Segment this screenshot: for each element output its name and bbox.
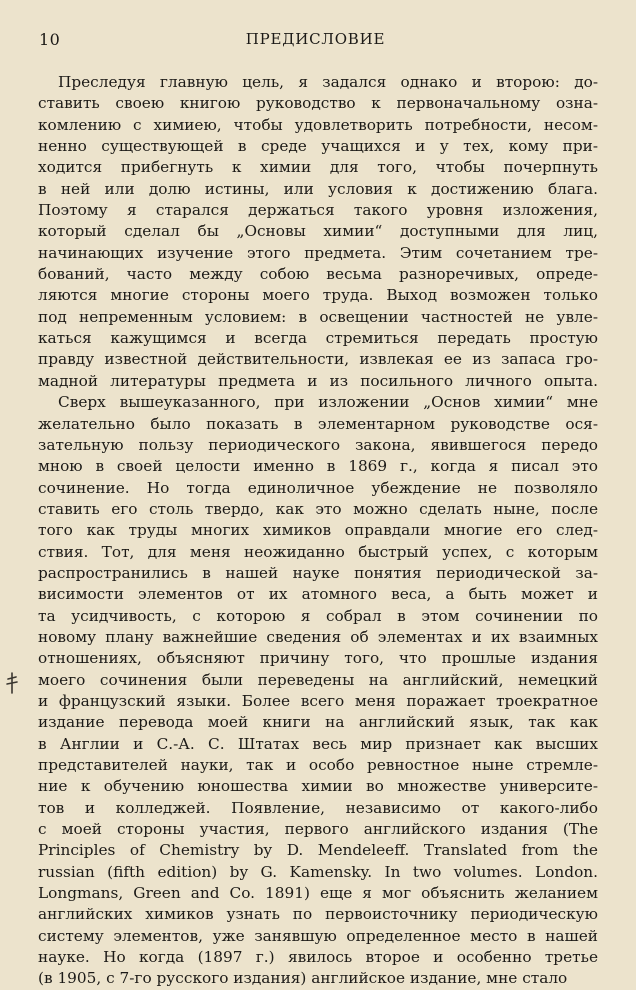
- text-line: мадной литературы предмета и из посильного личного опыта.: [38, 371, 598, 390]
- text-line: издание перевода моей книги на английский язык, так как: [38, 713, 598, 732]
- text-line: та усидчивость, с которою я собрал в этом сочинении по: [38, 606, 598, 625]
- text-line: (в 1905, с 7-го русского издания) английское издание, мне стало: [38, 969, 568, 988]
- text-line: и французский языки. Более всего меня поражает троекратное: [38, 691, 598, 710]
- text-line: мною в своей целости именно в 1869 г., когда я писал это: [38, 457, 598, 476]
- paragraph-1: [38, 72, 598, 392]
- text-line: висимости элементов от их атомного веса, а быть может и: [38, 585, 598, 604]
- text-line: ставить его столь твердо, как это можно сделать ныне, после: [38, 499, 598, 518]
- text-line: Преследуя главную цель, я задался однако и второю: до-: [58, 73, 598, 91]
- text-line: начинающих изучение этого предмета. Этим сочетанием тре-: [38, 243, 598, 262]
- text-line: Longmans, Green and Co. 1891) еще я мог объяснить желанием: [38, 884, 598, 903]
- text-line: каться кажущимся и всегда стремиться передать простую: [38, 329, 598, 348]
- text-line: ненно существующей в среде учащихся и у тех, кому при-: [38, 137, 598, 156]
- page-number: 10: [39, 30, 61, 49]
- text-line: ставить своею книгою руководство к первоначальному озна-: [38, 94, 598, 113]
- text-line: комлению с химиею, чтобы удовлетворить потребности, несом-: [38, 115, 598, 134]
- text-line: систему элементов, уже занявшую определенное место в нашей: [38, 926, 598, 945]
- text-line: бований, часто между собою весьма разноречивых, опреде-: [38, 265, 598, 284]
- text-line: в Англии и С.-А. С. Штатах весь мир признает как высших: [38, 734, 598, 753]
- text-line: ходится прибегнуть к химии для того, чтобы почерпнуть: [38, 158, 598, 177]
- text-line: Поэтому я старался держаться такого уровня изложения,: [38, 201, 598, 220]
- text-line: ние к обучению юношества химии во множестве университе-: [38, 777, 598, 796]
- body-text: [38, 72, 598, 990]
- text-line: ствия. Тот, для меня неожиданно быстрый успех, с которым: [38, 542, 598, 561]
- text-line: с моей стороны участия, первого английского издания (The: [38, 820, 598, 839]
- text-line: английских химиков узнать по первоисточнику периодическую: [38, 905, 598, 924]
- text-line: желательно было показать в элементарном руководстве ося-: [38, 414, 598, 433]
- running-title: ПРЕДИСЛОВИЕ: [245, 30, 386, 48]
- text-line: сочинение. Но тогда единоличное убеждение не позволяло: [38, 478, 598, 497]
- text-line: науке. Но когда (1897 г.) явилось второе и особенно третье: [38, 948, 598, 967]
- text-line: представителей науки, так и особо ревностное ныне стремле-: [38, 756, 598, 774]
- text-line: Principles of Chemistry by D. Mendeleeff. Translated from the: [38, 841, 598, 860]
- text-line: зательную пользу периодического закона, явившегося передо: [38, 435, 598, 454]
- text-line: тов и колледжей. Появление, независимо от какого-либо: [38, 798, 598, 817]
- page-header: [39, 30, 592, 52]
- text-line: Сверх вышеуказанного, при изложении „Основ химии“ мне: [58, 393, 598, 412]
- text-line: новому плану важнейшие сведения об элементах и их взаимных: [38, 627, 598, 646]
- paragraph-2: [38, 392, 598, 990]
- margin-pencil-mark-icon: [5, 672, 19, 694]
- text-line: в ней или долю истины, или условия к достижению блага.: [38, 179, 598, 198]
- text-line: правду известной действительности, извлекая ее из запаса гро-: [38, 350, 598, 369]
- text-line: который сделал бы „Основы химии“ доступными для лиц,: [38, 222, 598, 241]
- text-line: отношениях, объясняют причину того, что прошлые издания: [38, 649, 598, 668]
- text-line: под непременным условием: в освещении частностей не увле-: [38, 307, 598, 326]
- text-line: моего сочинения были переведены на английский, немецкий: [38, 670, 598, 689]
- text-line: russian (fifth edition) by G. Kamensky. In two volumes. London.: [38, 862, 598, 881]
- text-line: распространились в нашей науке понятия периодической за-: [38, 563, 598, 582]
- text-line: того как труды многих химиков оправдали многие его след-: [38, 521, 598, 540]
- text-line: ляются многие стороны моего труда. Выход возможен только: [38, 286, 598, 305]
